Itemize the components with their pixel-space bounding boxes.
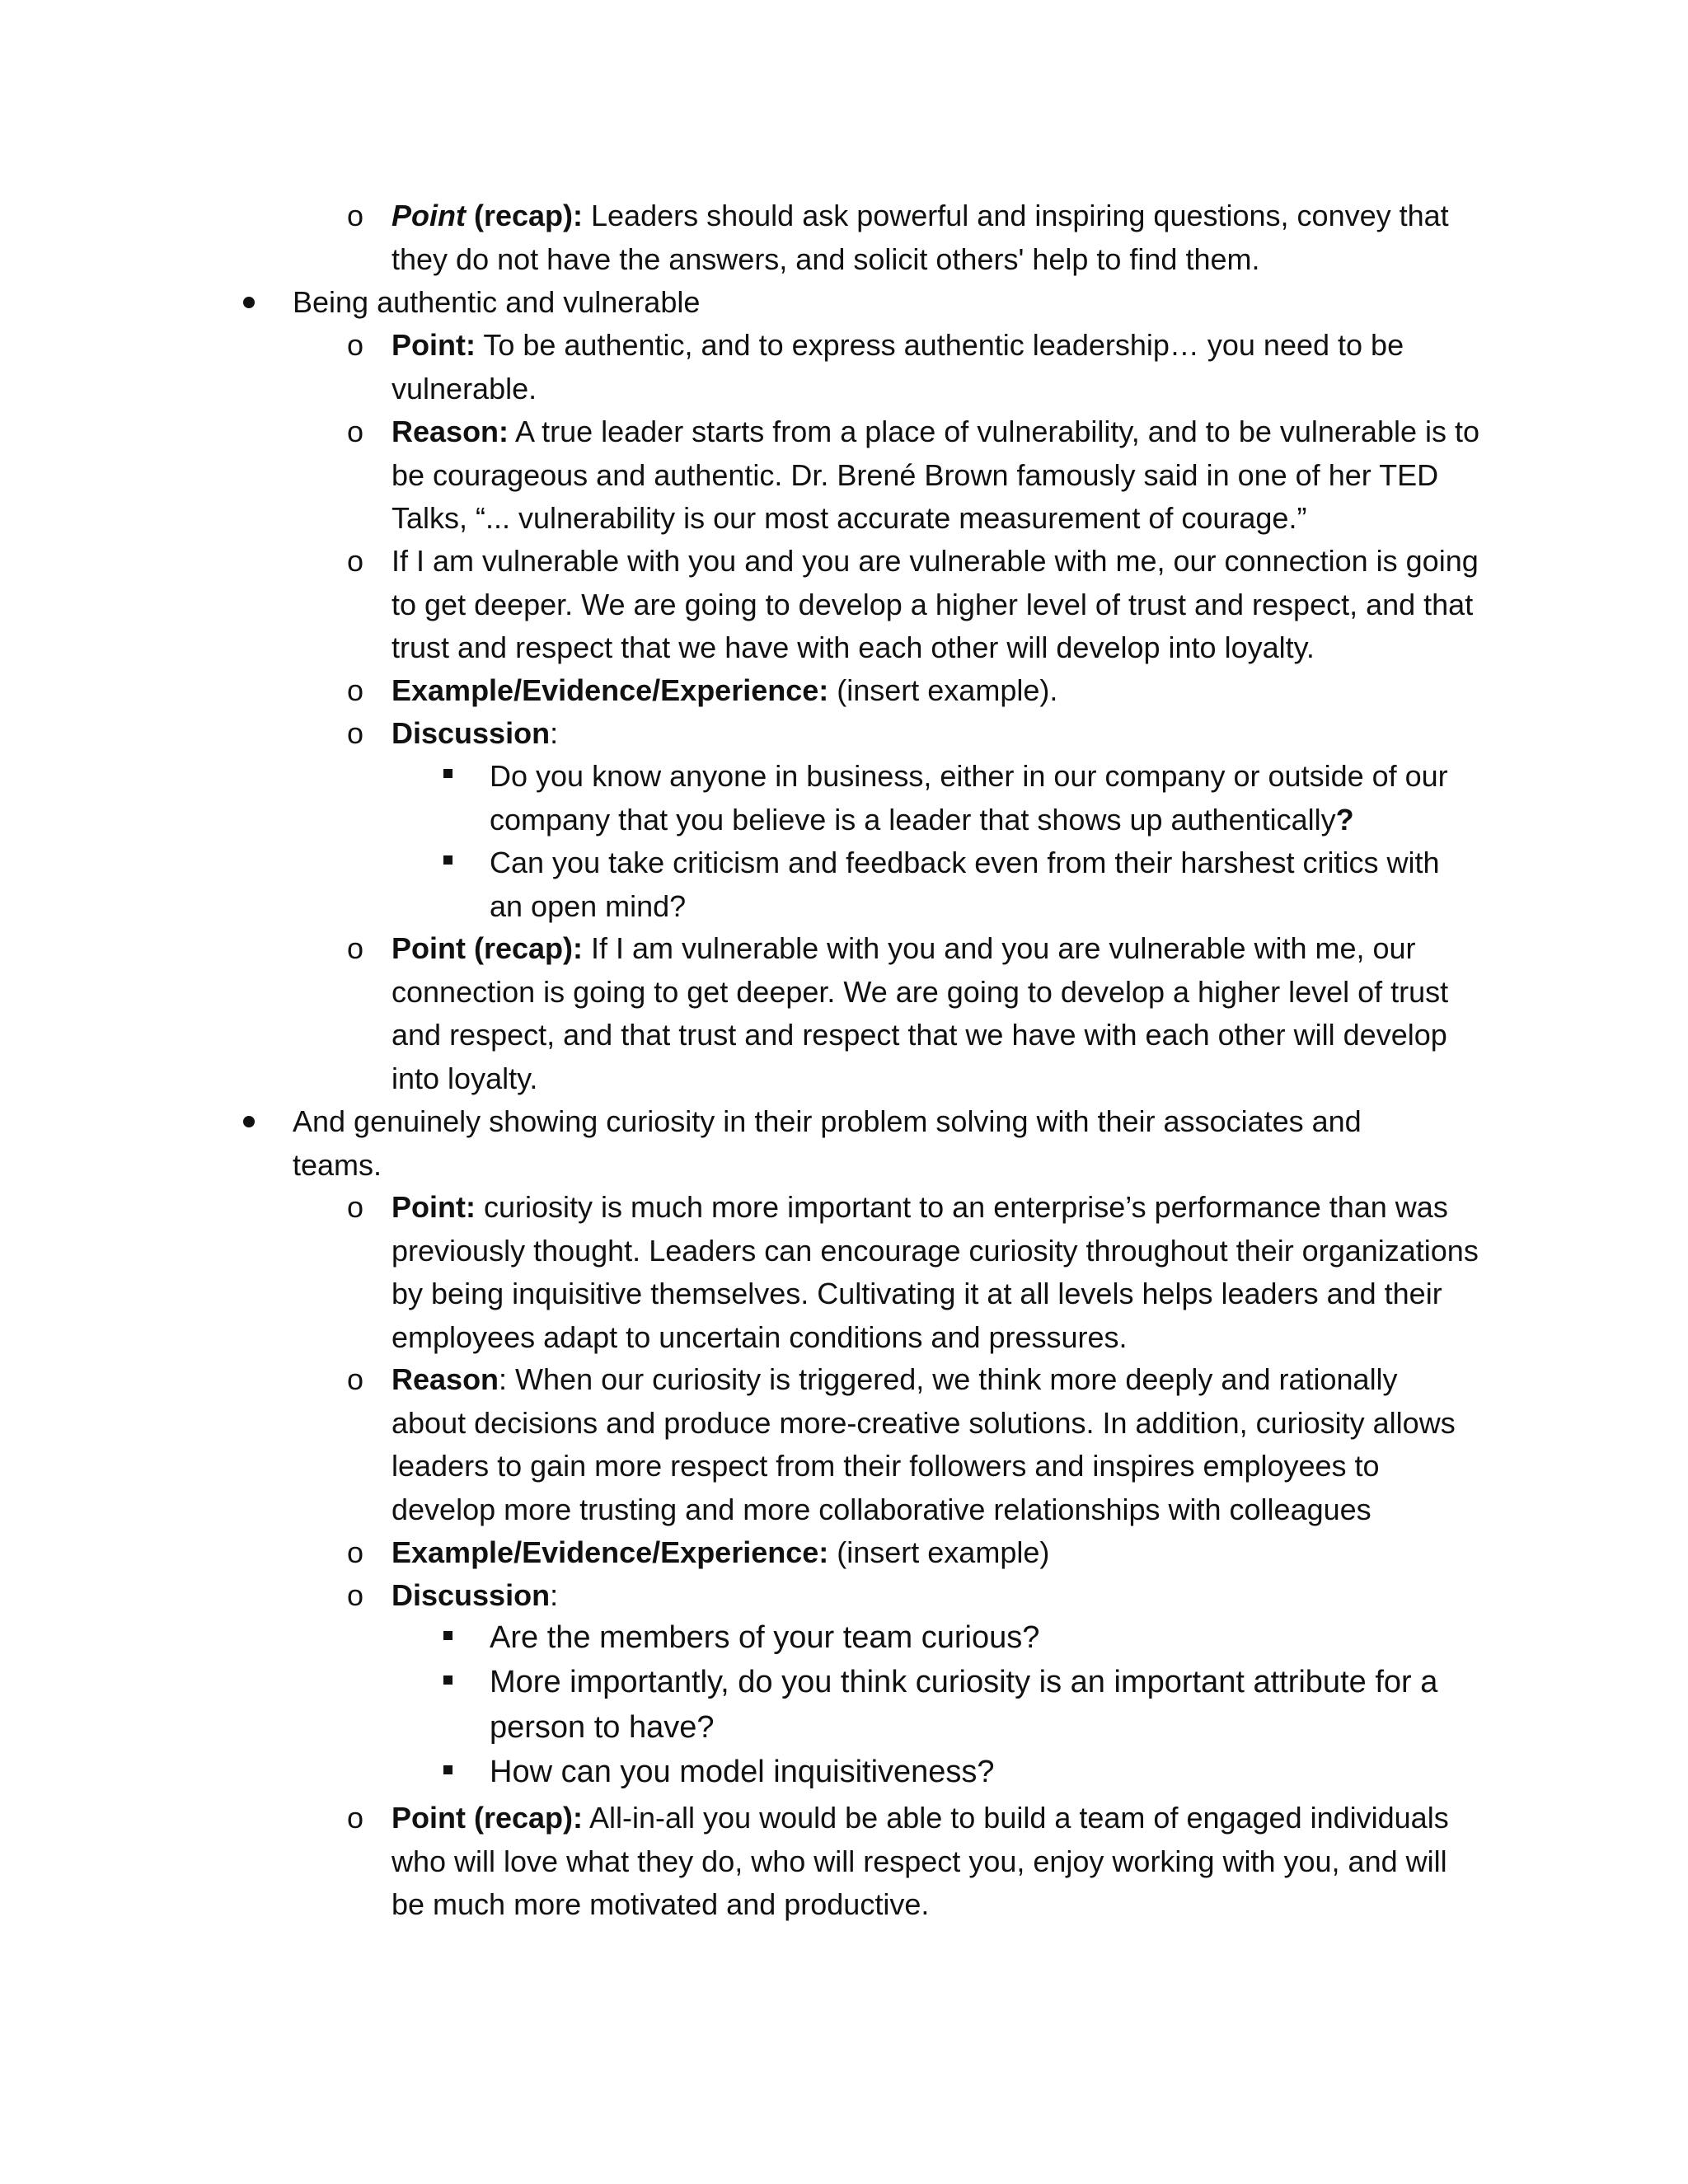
square-bullet-icon: [443, 769, 452, 778]
item-text: How can you model inquisitiveness?: [490, 1755, 995, 1789]
item-text: If I am vulnerable with you and you are vulnerable with me, our connection is going to get deeper. We are going to develop a higher level of trust and respect, and that trust and respect that we have with each other will develop into loyalty.: [392, 544, 1479, 664]
item-lead: Example/Evidence/Experience:: [392, 673, 829, 707]
discussion-question: [490, 755, 1479, 841]
item-text: curiosity is much more important to an enterprise’s performance than was previously thought. Leaders can encourage curiosity throughout their organizations by being inquisitive themselves. Cultivating it at all levels helps leaders and their employees adapt to uncertain conditions and pressures.: [392, 1190, 1479, 1354]
item-text: :: [550, 716, 559, 750]
item-lead: Point:: [392, 328, 476, 362]
list-item-point: [392, 324, 1479, 410]
square-bullet-icon: [443, 1765, 452, 1774]
square-bullet-icon: [443, 1675, 452, 1685]
circle-bullet-icon: o: [346, 673, 364, 707]
item-text: Can you take criticism and feedback even from their harshest critics with an open mind?: [490, 846, 1440, 923]
bullet-dot-icon: [243, 297, 255, 308]
item-text: All-in-all you would be able to build a team of engaged individuals who will love what they do, who will respect you, enjoy working with you, and will be much more motivated and productive.: [392, 1801, 1449, 1921]
circle-bullet-icon: o: [346, 544, 364, 578]
point-label: Point: [392, 199, 466, 232]
item-lead: Discussion: [392, 1578, 551, 1612]
item-text: Leaders should ask powerful and inspiring questions, convey that they do not have the answers, and solicit others' help to find them.: [392, 199, 1449, 276]
item-text: Being authentic and vulnerable: [293, 285, 701, 319]
item-text: :: [550, 1578, 559, 1612]
item-text: Do you know anyone in business, either in our company or outside of our company that you believe is a leader that shows up authentically: [490, 759, 1448, 837]
item-lead: Reason:: [392, 415, 509, 448]
list-item-point-recap-3: [392, 1797, 1479, 1927]
item-text: : When our curiosity is triggered, we think more deeply and rationally about decisions and produce more-creative solutions. In addition, curiosity allows leaders to gain more respect from their followers and inspires employees to develop more trusting and more collaborative relationships with colleagues: [392, 1362, 1456, 1526]
circle-bullet-icon: o: [346, 199, 364, 232]
item-text: To be authentic, and to express authentic leadership… you need to be vulnerable.: [392, 328, 1404, 405]
list-item-discussion: [392, 1574, 1479, 1618]
list-item-point: [392, 1186, 1479, 1359]
item-text: And genuinely showing curiosity in their problem solving with their associates and teams.: [293, 1104, 1362, 1182]
item-lead: Example/Evidence/Experience:: [392, 1535, 829, 1569]
item-text: More importantly, do you think curiosity is an important attribute for a person to have?: [490, 1665, 1438, 1745]
circle-bullet-icon: o: [346, 328, 364, 362]
discussion-question: [490, 841, 1479, 928]
question-mark: ?: [1335, 802, 1354, 837]
item-lead: Reason: [392, 1362, 499, 1396]
item-text: Are the members of your team curious?: [490, 1620, 1040, 1655]
item-text: A true leader starts from a place of vulnerability, and to be vulnerable is to be courageous and authentic. Dr. Brené Brown famously said in one of her TED Talks, “... vulnerability is our most accurate measurement of courage.”: [392, 415, 1480, 535]
discussion-question: [490, 1615, 1479, 1661]
item-lead: Point (recap):: [392, 931, 584, 965]
list-item-discussion: [392, 712, 1479, 756]
circle-bullet-icon: o: [346, 931, 364, 965]
item-text: If I am vulnerable with you and you are vulnerable with me, our connection is going to get deeper. We are going to develop a higher level of trust and respect, and that trust and respect that we have with each other will develop into loyalty.: [392, 931, 1449, 1095]
discussion-question: [490, 1660, 1479, 1750]
item-text: (insert example).: [828, 673, 1058, 707]
list-item-reason: [392, 410, 1479, 541]
section-heading-curiosity: [293, 1100, 1401, 1187]
item-lead: Point (recap):: [392, 1801, 584, 1835]
discussion-question: [490, 1750, 1479, 1795]
item-lead: Discussion: [392, 716, 551, 750]
list-item-point-recap-2: [392, 927, 1479, 1100]
list-item-point-recap-1: [392, 194, 1479, 281]
list-item-reason: [392, 1358, 1479, 1531]
list-item-text: [392, 540, 1479, 670]
circle-bullet-icon: o: [346, 1190, 364, 1224]
circle-bullet-icon: o: [346, 1362, 364, 1396]
circle-bullet-icon: o: [346, 1535, 364, 1569]
section-heading-authentic: [293, 281, 1479, 325]
square-bullet-icon: [443, 1631, 452, 1640]
item-lead: Point:: [392, 1190, 476, 1224]
circle-bullet-icon: o: [346, 716, 364, 750]
recap-label: (recap):: [465, 199, 584, 232]
list-item-example: [392, 669, 1479, 713]
circle-bullet-icon: o: [346, 415, 364, 448]
square-bullet-icon: [443, 855, 452, 865]
list-item-example: [392, 1531, 1479, 1575]
item-text: (insert example): [828, 1535, 1050, 1569]
circle-bullet-icon: o: [346, 1801, 364, 1835]
circle-bullet-icon: o: [346, 1578, 364, 1612]
bullet-dot-icon: [243, 1116, 255, 1127]
